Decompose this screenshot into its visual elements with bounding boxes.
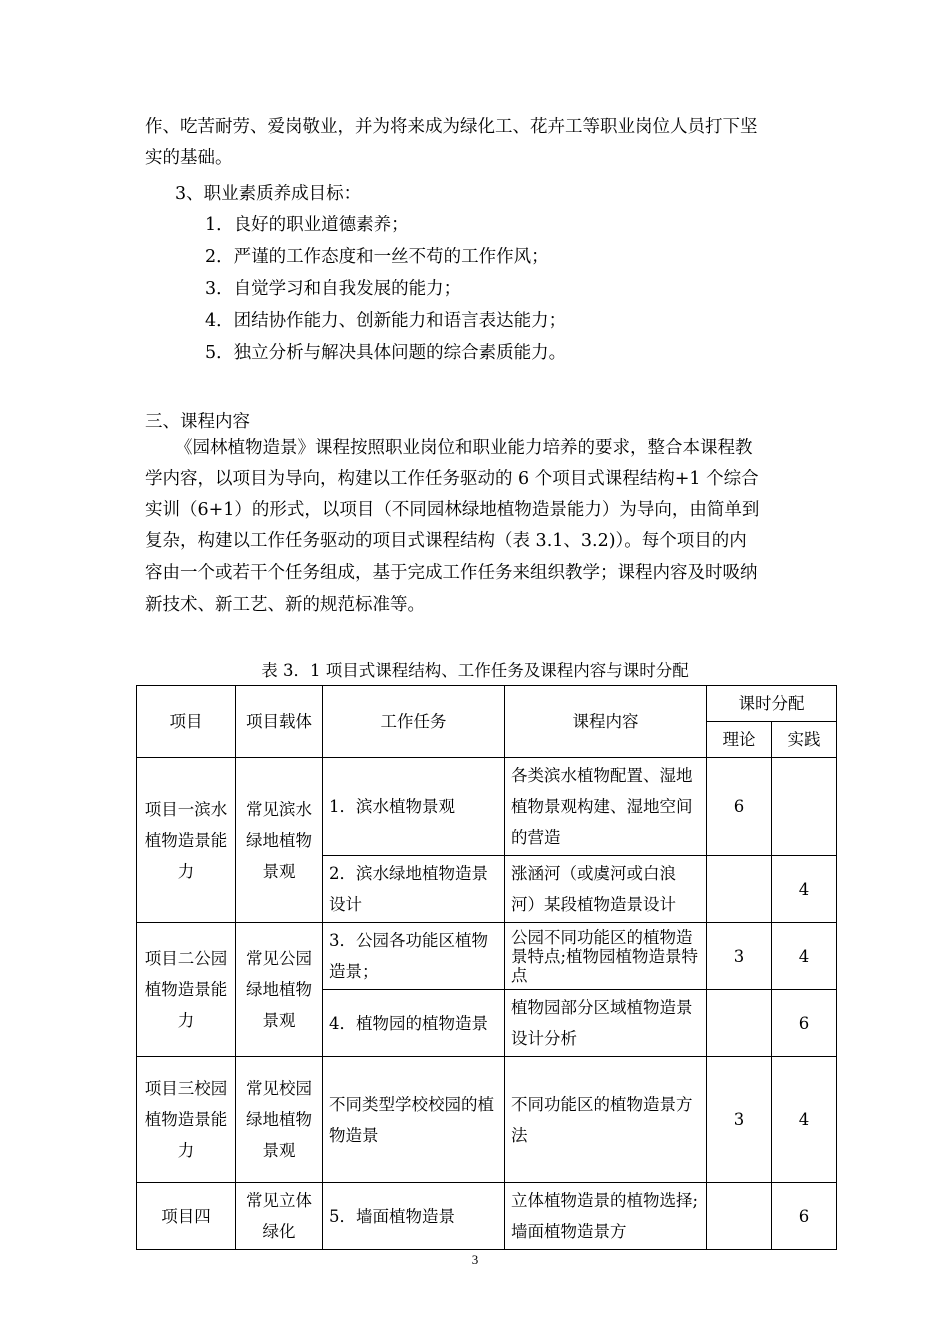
cell-task: 不同类型学校校园的植物造景	[323, 1057, 505, 1183]
goal3-title: 3、职业素质养成目标：	[175, 184, 362, 204]
course-table	[136, 685, 837, 1250]
cell-theory: 6	[707, 758, 772, 856]
cell-content: 涨涵河（或虞河或白浪河）某段植物造景设计	[505, 856, 707, 923]
cell-practice: 4	[772, 856, 837, 923]
cell-project: 项目三校园植物造景能力	[137, 1057, 236, 1183]
header-theory: 理论	[707, 722, 772, 758]
header-practice: 实践	[772, 722, 837, 758]
header-content: 课程内容	[505, 686, 707, 758]
cell-carrier: 常见立体绿化	[236, 1183, 323, 1250]
goal-item: 3．自觉学习和自我发展的能力；	[205, 279, 462, 299]
page-number: 3	[471, 1252, 479, 1267]
text-line: 新技术、新工艺、新的规范标准等。	[145, 595, 425, 615]
cell-content: 立体植物造景的植物选择;墙面植物造景方	[505, 1183, 707, 1250]
text-line: 作、吃苦耐劳、爱岗敬业，并为将来成为绿化工、花卉工等职业岗位人员打下坚	[145, 117, 758, 137]
cell-carrier: 常见公园绿地植物景观	[236, 923, 323, 1057]
cell-task: 1．滨水植物景观	[323, 758, 505, 856]
cell-project: 项目一滨水植物造景能力	[137, 758, 236, 923]
cell-task: 5．墙面植物造景	[323, 1183, 505, 1250]
cell-carrier: 常见校园绿地植物景观	[236, 1057, 323, 1183]
header-task: 工作任务	[323, 686, 505, 758]
header-carrier: 项目载体	[236, 686, 323, 758]
cell-practice: 6	[772, 990, 837, 1057]
section-title: 三、课程内容	[145, 412, 250, 432]
cell-practice	[772, 758, 837, 856]
table-caption: 表 3．1 项目式课程结构、工作任务及课程内容与课时分配	[261, 661, 689, 680]
table-row	[137, 1183, 837, 1250]
cell-task: 4．植物园的植物造景	[323, 990, 505, 1057]
cell-theory	[707, 1183, 772, 1250]
text-line: 容由一个或若干个任务组成，基于完成工作任务来组织教学；课程内容及时吸纳	[145, 563, 758, 583]
cell-practice: 6	[772, 1183, 837, 1250]
cell-practice: 4	[772, 923, 837, 990]
table-row	[137, 1057, 837, 1183]
cell-practice: 4	[772, 1057, 837, 1183]
text-line: 实的基础。	[145, 148, 233, 168]
cell-project: 项目四	[137, 1183, 236, 1250]
cell-content: 植物园部分区域植物造景设计分析	[505, 990, 707, 1057]
cell-content: 各类滨水植物配置、湿地植物景观构建、湿地空间的营造	[505, 758, 707, 856]
cell-carrier: 常见滨水绿地植物景观	[236, 758, 323, 923]
table-row	[137, 758, 837, 856]
cell-theory: 3	[707, 923, 772, 990]
cell-task: 2．滨水绿地植物造景设计	[323, 856, 505, 923]
cell-task: 3．公园各功能区植物造景；	[323, 923, 505, 990]
cell-content: 不同功能区的植物造景方法	[505, 1057, 707, 1183]
text-line: 《园林植物造景》课程按照职业岗位和职业能力培养的要求，整合本课程教	[175, 438, 753, 458]
goal-item: 2．严谨的工作态度和一丝不苟的工作作风；	[205, 247, 549, 267]
cell-theory: 3	[707, 1057, 772, 1183]
cell-theory	[707, 856, 772, 923]
goal-item: 4．团结协作能力、创新能力和语言表达能力；	[205, 311, 567, 331]
text-line: 实训（6+1）的形式，以项目（不同园林绿地植物造景能力）为导向，由简单到	[145, 500, 760, 520]
goal-item: 1．良好的职业道德素养；	[205, 215, 409, 235]
header-hours: 课时分配	[707, 686, 837, 722]
cell-theory	[707, 990, 772, 1057]
text-line: 复杂，构建以工作任务驱动的项目式课程结构（表 3.1、3.2)）。每个项目的内	[145, 531, 747, 551]
cell-content: 公园不同功能区的植物造景特点;植物园植物造景特点	[505, 923, 707, 990]
goal-item: 5．独立分析与解决具体问题的综合素质能力。	[205, 343, 567, 363]
cell-project: 项目二公园植物造景能力	[137, 923, 236, 1057]
text-line: 学内容，以项目为导向，构建以工作任务驱动的 6 个项目式课程结构+1 个综合	[145, 469, 759, 489]
header-project: 项目	[137, 686, 236, 758]
table-row	[137, 923, 837, 990]
